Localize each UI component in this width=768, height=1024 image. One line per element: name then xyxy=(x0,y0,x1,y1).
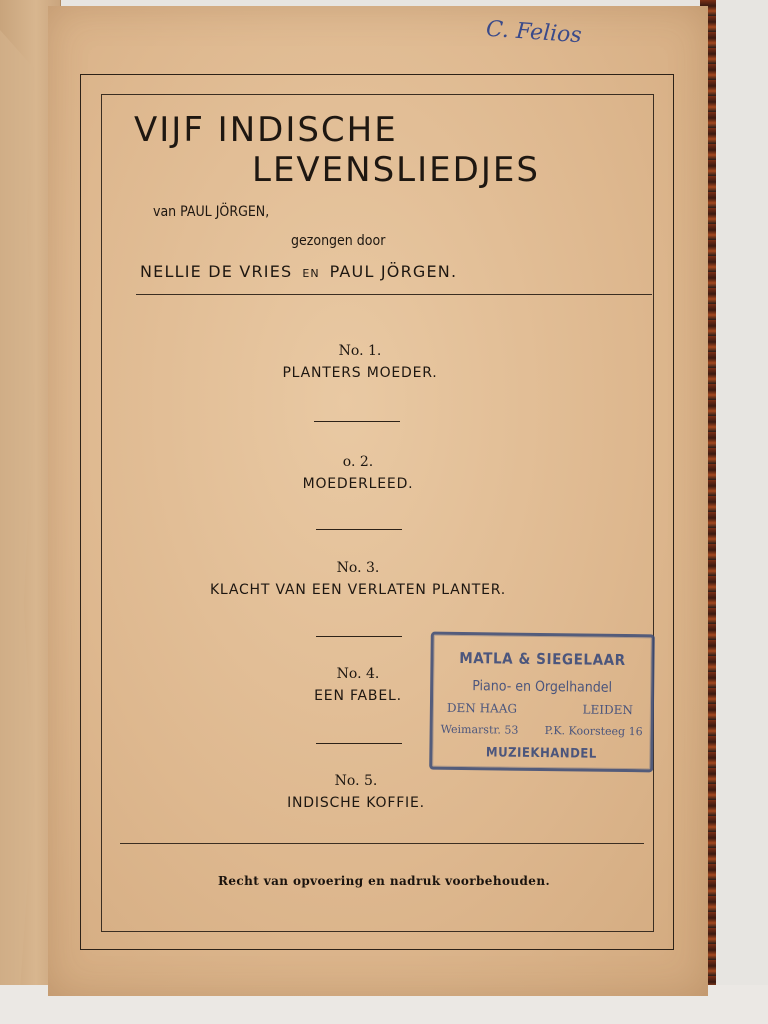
song-title: KLACHT VAN EEN VERLATEN PLANTER. xyxy=(209,582,507,598)
stamp-city-1: DEN HAAG xyxy=(446,700,518,716)
song-title: PLANTERS MOEDER. xyxy=(282,365,438,381)
stamp-address-2: P.K. Koorsteeg 16 xyxy=(544,724,643,739)
song-number: o. 2. xyxy=(342,454,374,470)
sung-by-label: gezongen door xyxy=(291,233,386,249)
music-shop-stamp xyxy=(429,632,655,773)
performer-1: NELLIE DE VRIES xyxy=(140,262,293,281)
song-separator-rule xyxy=(316,743,402,744)
song-item xyxy=(0,454,742,492)
performer-conjunction: EN xyxy=(302,267,320,280)
song-separator-rule xyxy=(316,529,402,530)
performers-line xyxy=(140,262,457,281)
footer-divider-rule xyxy=(120,843,644,844)
torn-paper-edge xyxy=(0,30,34,985)
header-divider-rule xyxy=(136,294,652,295)
song-item xyxy=(0,560,742,598)
song-number: No. 4. xyxy=(336,666,380,682)
stamp-shop-type: MUZIEKHANDEL xyxy=(485,745,597,762)
stamp-addresses xyxy=(441,723,643,738)
title-line-2: LEVENSLIEDJES xyxy=(252,150,540,190)
rights-notice: Recht van opvoering en nadruk voorbehouden. xyxy=(217,874,551,888)
title-line-1: VIJF INDISCHE xyxy=(134,110,398,150)
song-title: EEN FABEL. xyxy=(314,688,402,704)
song-number: No. 1. xyxy=(338,343,382,359)
performer-2: PAUL JÖRGEN. xyxy=(329,262,458,281)
song-item xyxy=(0,773,740,811)
song-number: No. 5. xyxy=(334,773,378,789)
handwritten-owner-note: C. Felios xyxy=(485,16,583,49)
stamp-address-1: Weimarstr. 53 xyxy=(440,722,519,737)
stamp-trade: Piano- en Orgelhandel xyxy=(472,678,613,696)
song-item xyxy=(0,343,744,381)
song-separator-rule xyxy=(314,421,400,422)
song-title: MOEDERLEED. xyxy=(302,476,414,492)
stamp-cities xyxy=(447,701,633,717)
stamp-shop-name: MATLA & SIEGELAAR xyxy=(459,648,626,670)
song-separator-rule xyxy=(316,636,402,637)
song-number: No. 3. xyxy=(336,560,380,576)
song-title: INDISCHE KOFFIE. xyxy=(287,795,425,811)
stamp-city-2: LEIDEN xyxy=(582,702,633,718)
composer-credit: van PAUL JÖRGEN, xyxy=(153,204,270,220)
